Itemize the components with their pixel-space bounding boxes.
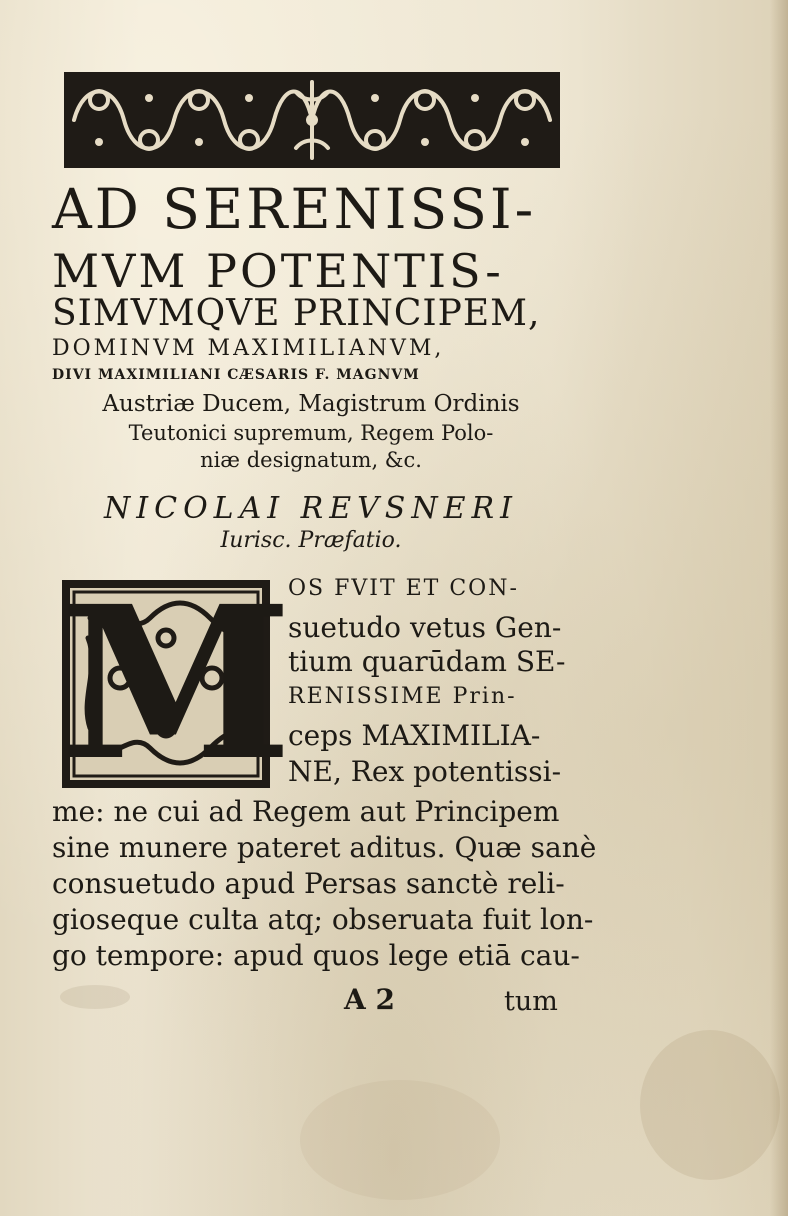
paper-stain	[640, 1030, 780, 1180]
paper-stain	[60, 985, 130, 1009]
subtitle-line-2: Teutonici supremum, Regem Polo-	[128, 421, 494, 445]
text-line: gioseque culta atq; obseruata fuit lon-	[52, 903, 594, 936]
ornamental-headpiece	[64, 72, 560, 168]
text-line: RENISSIME Prin-	[288, 684, 517, 709]
text-line: go tempore: apud quos lege etiā cau-	[52, 939, 580, 972]
title-line-5: DIVI MAXIMILIANI CÆSARIS F. MAGNVM	[52, 367, 420, 383]
catchword: tum	[504, 986, 558, 1017]
text-line: OS FVIT ET CON-	[288, 576, 519, 601]
title-line-3: SIMVMQVE PRINCIPEM,	[52, 293, 541, 334]
text-line: sine munere pateret aditus. Quæ sanè	[52, 831, 597, 864]
page-edge-shadow	[770, 0, 788, 1216]
text-line: ceps MAXIMILIA-	[288, 719, 541, 752]
text-line: suetudo vetus Gen-	[288, 611, 562, 644]
text-line: tium quarūdam SE-	[288, 645, 566, 678]
author-name: NICOLAI REVSNERI	[104, 491, 518, 526]
title-line-1: AD SERENISSI-	[52, 177, 537, 241]
title-line-2: MVM POTENTIS-	[52, 244, 504, 298]
author-role: Iurisc. Præfatio.	[220, 528, 402, 553]
text-line: me: ne cui ad Regem aut Principem	[52, 795, 560, 828]
signature-mark: A 2	[344, 983, 395, 1016]
text-line: consuetudo apud Persas sanctè reli-	[52, 867, 565, 900]
subtitle-line-1: Austriæ Ducem, Magistrum Ordinis	[102, 391, 520, 417]
title-line-4: DOMINVM MAXIMILIANVM,	[52, 336, 445, 361]
paper-stain	[300, 1080, 500, 1200]
decorated-initial	[60, 560, 293, 807]
subtitle-line-3: niæ designatum, &c.	[200, 448, 422, 472]
initial-letter: M	[60, 560, 293, 807]
text-line: NE, Rex potentissi-	[288, 755, 562, 788]
